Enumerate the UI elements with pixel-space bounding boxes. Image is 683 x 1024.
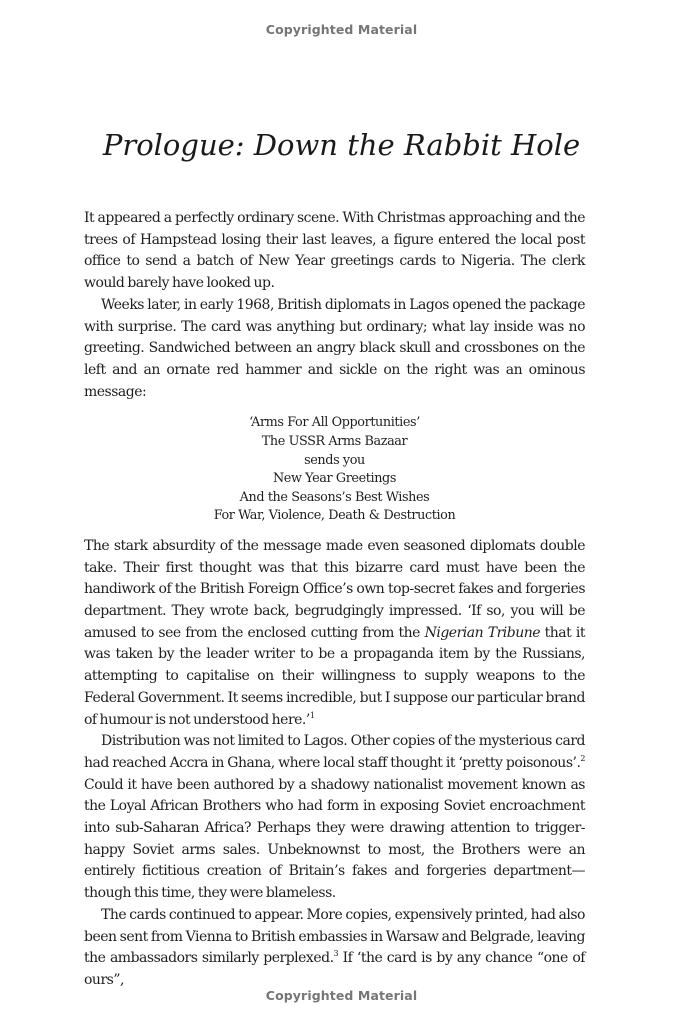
text-run: Distribution was not limited to Lagos. Other copies of the mysterious card had reached Accra in Ghana, where local staff thought it ‘pretty poisonous’. — [84, 733, 585, 771]
body-text — [84, 208, 585, 992]
footnote-ref: 3 — [333, 949, 339, 959]
text-run: that it was taken by the leader writer to be a propaganda item by the Russians, attempting to capitalise on their willingness to supply weapons to the Federal Government. It seems incredible, but I suppose our particular brand of humour is not understood here.’ — [84, 624, 586, 728]
paragraph-5 — [84, 905, 585, 992]
quote-line: And the Seasons’s Best Wishes — [239, 489, 430, 505]
text-run: The stark absurdity of the message made even seasoned diplomats double take. Their first thought was that this bizarre card must have been the handiwork of the British Foreign Office’s own top-secret fakes and forgeries department. They wrote back, begrudgingly impressed. ‘If so, you will be amused to see from the enclosed cutting from the — [84, 537, 585, 641]
copyright-watermark-top: Copyrighted Material — [265, 22, 418, 37]
text-run: Could it have been authored by a shadowy nationalist movement known as the Loyal African Brothers who had form in exposing Soviet encroachment into sub-Saharan Africa? Perhaps they were drawing attention to trigger-happy Soviet arms sales. Unbeknownst to most, the Brothers were an entirely fictitious creation of Britain’s fakes and forgeries department—though this time, they were blameless. — [84, 776, 585, 902]
newspaper-title: Nigerian Tribune — [424, 624, 541, 641]
quote-line: New Year Greetings — [272, 471, 397, 487]
paragraph-3 — [84, 536, 585, 731]
text-run: The cards continued to appear. More copies, expensively printed, had also been sent from Vienna to British embassies in Warsaw and Belgrade, leaving the ambassadors similarly perplexed. — [84, 906, 585, 967]
footnote-ref: 1 — [309, 710, 315, 720]
copyright-watermark-bottom: Copyrighted Material — [265, 988, 418, 1003]
chapter-title: Prologue: Down the Rabbit Hole — [102, 128, 581, 162]
paragraph-1: It appeared a perfectly ordinary scene. With Christmas approaching and the trees of Hampstead losing their last leaves, a figure entered the local post office to send a batch of New Year greetings cards to Nigeria. The clerk would barely have looked up. — [84, 210, 585, 292]
paragraph-2: Weeks later, in early 1968, British diplomats in Lagos opened the package with surprise. The card was anything but ordinary; what lay inside was no greeting. Sandwiched between an angry black skull and crossbones on the left and an ornate red hammer and sickle on the right was an ominous message: — [84, 296, 585, 400]
paragraph-4 — [84, 731, 585, 905]
greeting-card-quote — [84, 414, 585, 526]
quote-line: sends you — [304, 452, 365, 468]
quote-line: For War, Violence, Death & Destruction — [213, 508, 456, 524]
quote-line: The USSR Arms Bazaar — [261, 433, 408, 449]
text-run: If ‘the card is by any chance “one of ours”, — [84, 950, 585, 988]
quote-line: ‘Arms For All Opportunities’ — [249, 415, 420, 431]
footnote-ref: 2 — [580, 753, 585, 763]
